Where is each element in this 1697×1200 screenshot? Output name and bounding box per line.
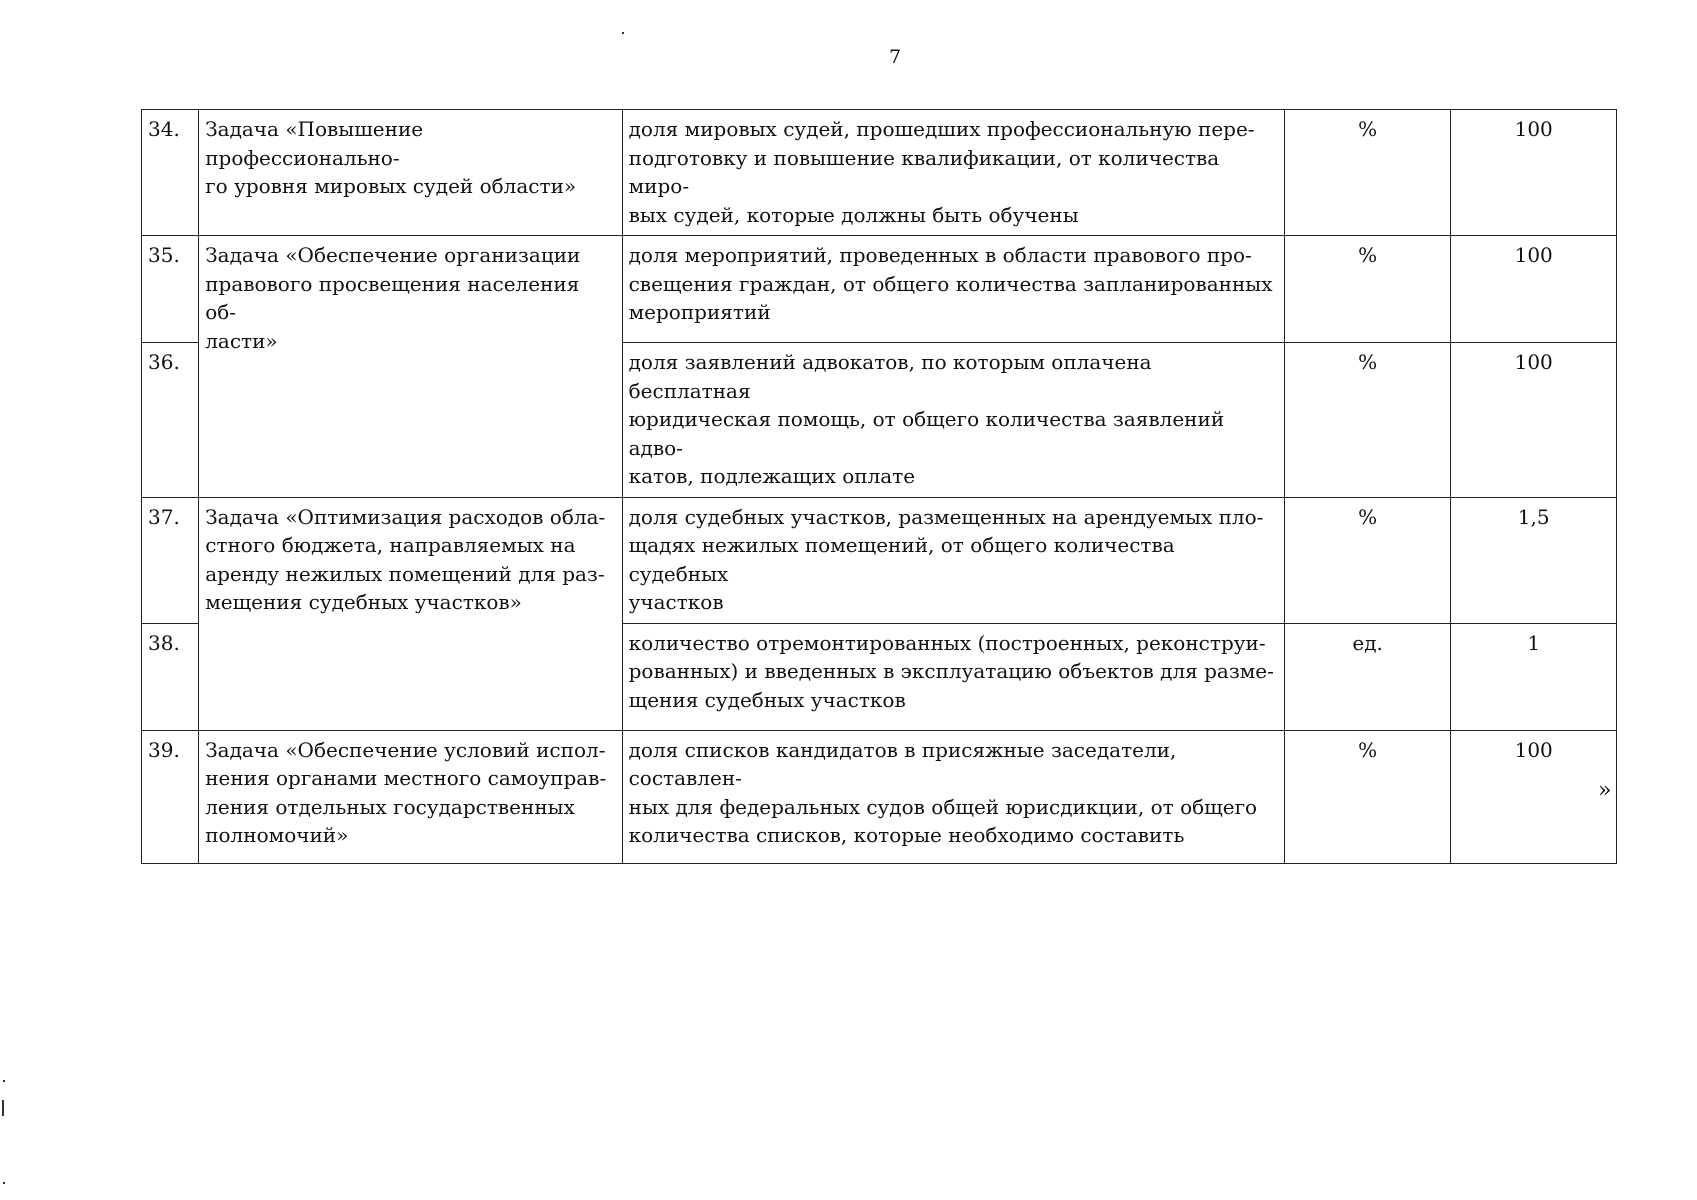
task-cell: Задача «Оптимизация расходов обла- стного бюджета, направляемых на аренду нежилых помещений для раз- мещения судебных участков» [199, 497, 622, 730]
scan-artifact [2, 1100, 4, 1116]
table-row [142, 497, 1617, 623]
row-number: 35. [142, 236, 199, 343]
unit-cell: % [1284, 497, 1451, 623]
row-number: 37. [142, 497, 199, 623]
value-cell: 100 [1451, 236, 1617, 343]
value-cell: 100 [1451, 730, 1617, 863]
value-cell: 100 [1451, 110, 1617, 236]
scan-artifact [622, 32, 624, 34]
value-cell: 1,5 [1451, 497, 1617, 623]
indicator-cell: доля мероприятий, проведенных в области правового про- свещения граждан, от общего количества запланированных мероприятий [622, 236, 1284, 343]
page-number: 7 [888, 46, 902, 68]
indicator-cell: доля заявлений адвокатов, по которым оплачена бесплатная юридическая помощь, от общего количества заявлений адво- катов, подлежащих оплате [622, 343, 1284, 498]
row-number: 39. [142, 730, 199, 863]
task-cell: Задача «Повышение профессионально- го уровня мировых судей области» [199, 110, 622, 236]
indicator-cell: доля списков кандидатов в присяжные заседатели, составлен- ных для федеральных судов общей юрисдикции, от общего количества списков, которые необходимо составить [622, 730, 1284, 863]
task-cell: Задача «Обеспечение условий испол- нения органами местного самоуправ- ления отдельных государственных полномочий» [199, 730, 622, 863]
table-row [142, 236, 1617, 343]
row-number: 38. [142, 623, 199, 730]
unit-cell: % [1284, 343, 1451, 498]
unit-cell: % [1284, 730, 1451, 863]
scan-artifact [3, 1182, 5, 1184]
value-cell: 100 [1451, 343, 1617, 498]
scan-artifact [3, 1080, 5, 1082]
unit-cell: % [1284, 236, 1451, 343]
closing-quote: » [1598, 778, 1612, 803]
table-row [142, 730, 1617, 863]
indicator-cell: количество отремонтированных (построенных, реконструи- рованных) и введенных в эксплуатацию объектов для разме- щения судебных участков [622, 623, 1284, 730]
row-number: 34. [142, 110, 199, 236]
value-cell: 1 [1451, 623, 1617, 730]
indicators-table [141, 109, 1617, 864]
task-cell: Задача «Обеспечение организации правового просвещения населения об- ласти» [199, 236, 622, 498]
indicator-cell: доля мировых судей, прошедших профессиональную пере- подготовку и повышение квалификации, от количества миро- вых судей, которые должны быть обучены [622, 110, 1284, 236]
indicator-cell: доля судебных участков, размещенных на арендуемых пло- щадях нежилых помещений, от общего количества судебных участков [622, 497, 1284, 623]
row-number: 36. [142, 343, 199, 498]
unit-cell: % [1284, 110, 1451, 236]
unit-cell: ед. [1284, 623, 1451, 730]
table-row [142, 110, 1617, 236]
